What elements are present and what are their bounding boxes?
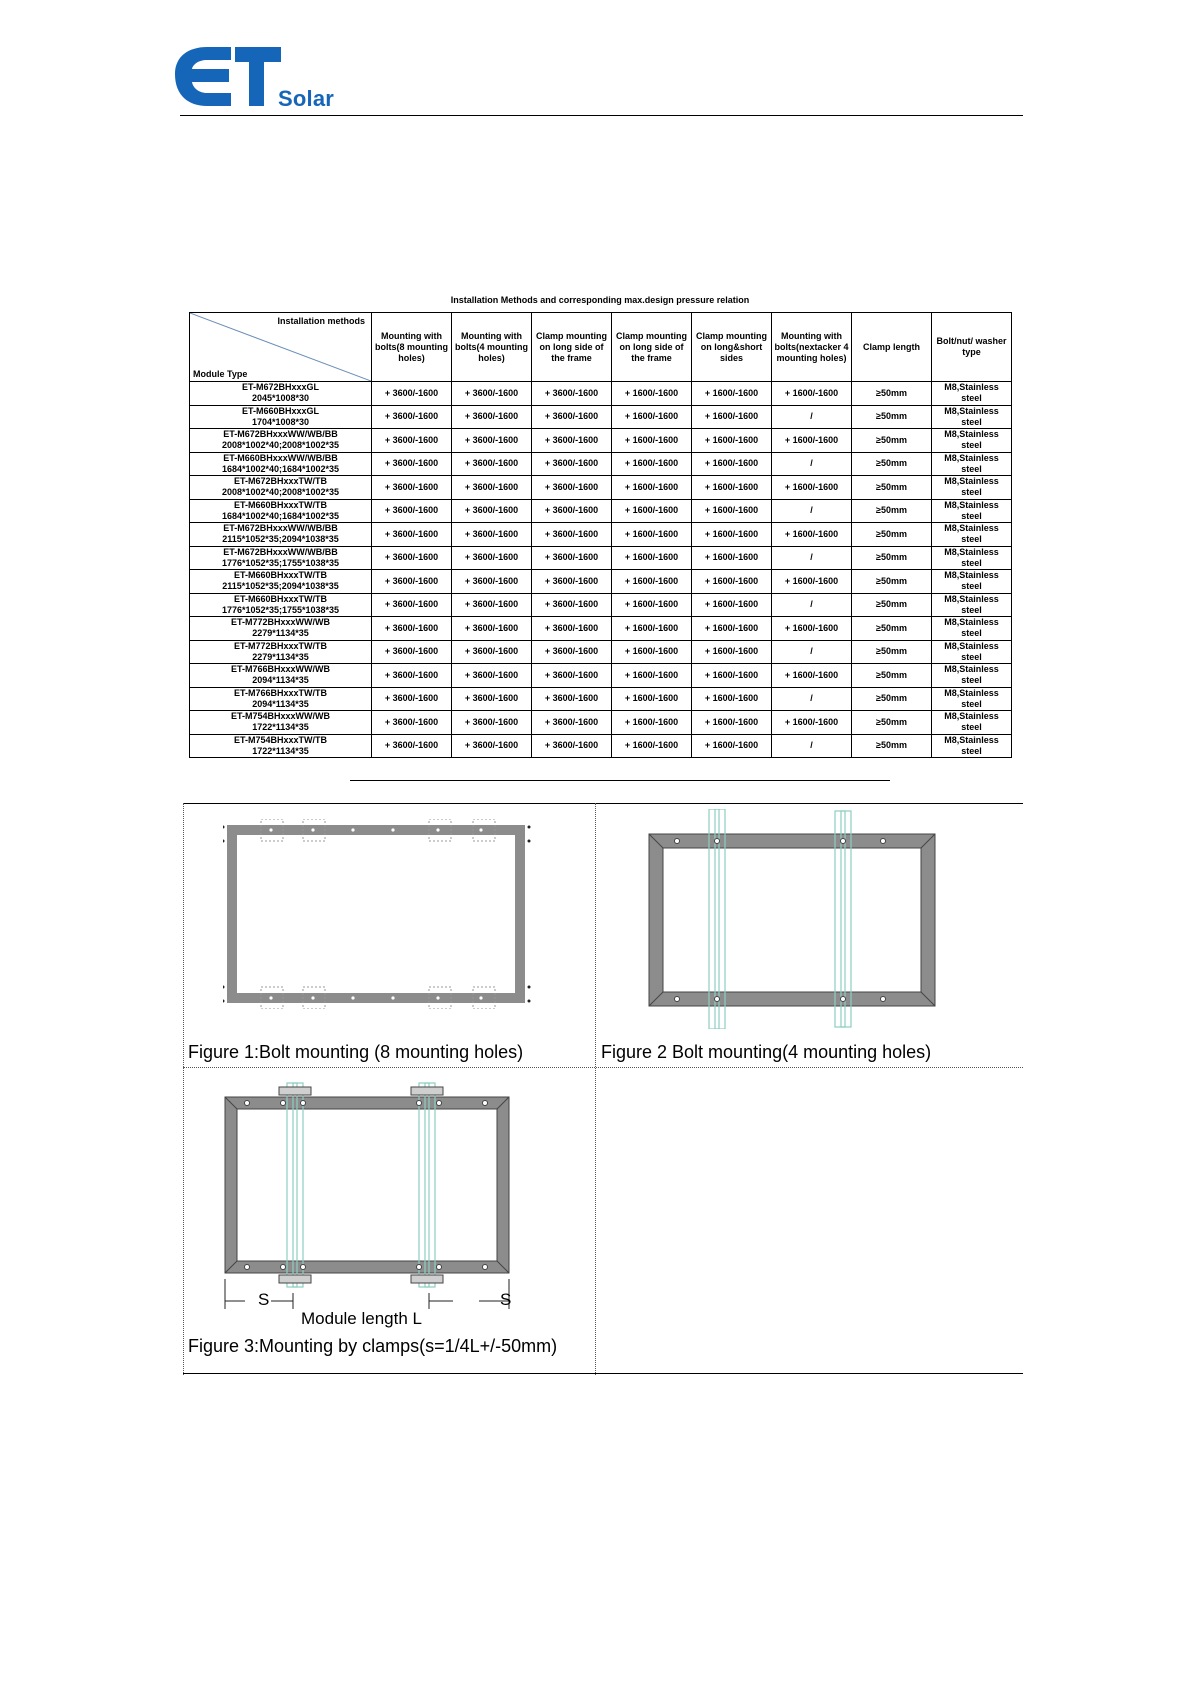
- table-cell: + 3600/-1600: [452, 546, 532, 570]
- table-cell: ≥50mm: [852, 687, 932, 711]
- table-cell: M8,Stainless steel: [932, 546, 1012, 570]
- table-row: [190, 452, 1012, 476]
- figures-grid: [183, 803, 1023, 1375]
- table-row: [190, 640, 1012, 664]
- table-cell: + 3600/-1600: [532, 664, 612, 688]
- table-header-row: [190, 313, 1012, 382]
- table-cell: + 1600/-1600: [612, 640, 692, 664]
- table-cell: M8,Stainless steel: [932, 382, 1012, 406]
- table-cell: + 3600/-1600: [372, 711, 452, 735]
- table-row: [190, 499, 1012, 523]
- table-cell: + 1600/-1600: [692, 687, 772, 711]
- table-cell: M8,Stainless steel: [932, 429, 1012, 453]
- table-cell: + 1600/-1600: [692, 664, 772, 688]
- table-cell: + 3600/-1600: [532, 523, 612, 547]
- table-cell: + 3600/-1600: [372, 499, 452, 523]
- module-model: ET-M754BHxxxTW/TB: [233, 734, 328, 745]
- table-cell: + 1600/-1600: [612, 664, 692, 688]
- module-model: ET-M660BHxxxWW/WB/BB: [223, 452, 338, 463]
- table-cell: + 1600/-1600: [612, 734, 692, 758]
- et-solar-logo: [173, 44, 353, 114]
- table-cell: M8,Stainless steel: [932, 617, 1012, 641]
- table-cell: + 1600/-1600: [692, 499, 772, 523]
- module-model: ET-M660BHxxxTW/TB: [233, 499, 328, 510]
- table-cell: + 1600/-1600: [612, 476, 692, 500]
- module-type-cell: [190, 640, 372, 664]
- figure-3-caption: Figure 3:Mounting by clamps(s=1/4L+/-50mm): [188, 1336, 558, 1356]
- table-cell: + 1600/-1600: [612, 687, 692, 711]
- figure-1-caption: Figure 1:Bolt mounting (8 mounting holes): [188, 1042, 524, 1062]
- table-cell: + 1600/-1600: [612, 429, 692, 453]
- table-cell: + 3600/-1600: [372, 405, 452, 429]
- table-cell: + 1600/-1600: [612, 593, 692, 617]
- figure-1-bolt-mounting-8-holes: [223, 819, 543, 1009]
- table-cell: + 3600/-1600: [372, 593, 452, 617]
- table-cell: ≥50mm: [852, 640, 932, 664]
- column-header: Bolt/nut/ washer type: [932, 313, 1012, 382]
- table-cell: + 3600/-1600: [372, 523, 452, 547]
- corner-bottom-label: Module Type: [193, 369, 248, 379]
- corner-top-label: Installation methods: [277, 316, 365, 326]
- table-cell: + 3600/-1600: [532, 734, 612, 758]
- table-cell: + 3600/-1600: [452, 429, 532, 453]
- table-cell: M8,Stainless steel: [932, 523, 1012, 547]
- table-cell: + 1600/-1600: [692, 546, 772, 570]
- module-type-cell: [190, 476, 372, 500]
- table-cell: + 3600/-1600: [532, 429, 612, 453]
- table-cell: + 1600/-1600: [772, 570, 852, 594]
- table-cell: + 1600/-1600: [612, 405, 692, 429]
- table-row: [190, 476, 1012, 500]
- fig3-s-right-label: S: [500, 1290, 512, 1309]
- table-cell: + 3600/-1600: [372, 382, 452, 406]
- table-cell: + 1600/-1600: [692, 570, 772, 594]
- table-row: [190, 593, 1012, 617]
- table-row: [190, 429, 1012, 453]
- table-cell: + 3600/-1600: [532, 687, 612, 711]
- et-logo-icon: [173, 44, 283, 110]
- module-type-cell: [190, 382, 372, 406]
- table-cell: ≥50mm: [852, 664, 932, 688]
- table-cell: + 1600/-1600: [612, 546, 692, 570]
- table-cell: ≥50mm: [852, 405, 932, 429]
- table-cell: + 1600/-1600: [692, 382, 772, 406]
- table-cell: + 1600/-1600: [612, 382, 692, 406]
- table-cell: ≥50mm: [852, 499, 932, 523]
- table-cell: M8,Stainless steel: [932, 570, 1012, 594]
- grid-top-rule: [183, 803, 1023, 804]
- table-row: [190, 570, 1012, 594]
- table-cell: + 1600/-1600: [692, 452, 772, 476]
- module-type-cell: [190, 664, 372, 688]
- module-dimensions: 1776*1052*35;1755*1038*35: [221, 557, 340, 568]
- table-cell: + 3600/-1600: [532, 382, 612, 406]
- table-cell: /: [772, 499, 852, 523]
- table-cell: + 3600/-1600: [532, 617, 612, 641]
- table-cell: /: [772, 734, 852, 758]
- table-cell: + 1600/-1600: [692, 523, 772, 547]
- table-cell: + 3600/-1600: [452, 617, 532, 641]
- table-cell: M8,Stainless steel: [932, 476, 1012, 500]
- column-header: Clamp mounting on long side of the frame: [532, 313, 612, 382]
- table-cell: ≥50mm: [852, 617, 932, 641]
- table-cell: + 1600/-1600: [772, 382, 852, 406]
- table-underline: [350, 780, 890, 781]
- module-type-cell: [190, 570, 372, 594]
- table-cell: + 3600/-1600: [532, 640, 612, 664]
- table-cell: + 3600/-1600: [372, 452, 452, 476]
- grid-bottom-rule: [183, 1373, 1023, 1374]
- module-model: ET-M660BHxxxTW/TB: [233, 570, 328, 581]
- table-cell: + 3600/-1600: [452, 476, 532, 500]
- brand-text: Solar: [278, 86, 335, 111]
- table-cell: + 1600/-1600: [772, 711, 852, 735]
- column-header: Mounting with bolts(8 mounting holes): [372, 313, 452, 382]
- table-cell: + 3600/-1600: [372, 664, 452, 688]
- table-cell: + 3600/-1600: [372, 546, 452, 570]
- table-cell: M8,Stainless steel: [932, 734, 1012, 758]
- module-dimensions: 1722*1134*35: [252, 722, 309, 733]
- table-cell: + 3600/-1600: [372, 687, 452, 711]
- table-cell: ≥50mm: [852, 476, 932, 500]
- module-dimensions: 2115*1052*35;2094*1038*35: [222, 534, 339, 545]
- table-cell: + 3600/-1600: [532, 499, 612, 523]
- table-cell: + 3600/-1600: [372, 617, 452, 641]
- module-dimensions: 2279*1134*35: [252, 628, 309, 639]
- module-model: ET-M672BHxxxWW/WB/BB: [223, 429, 338, 440]
- module-model: ET-M672BHxxxWW/WB/BB: [223, 523, 338, 534]
- grid-left-rule: [183, 803, 184, 1375]
- module-type-cell: [190, 523, 372, 547]
- table-cell: ≥50mm: [852, 523, 932, 547]
- table-cell: + 3600/-1600: [372, 476, 452, 500]
- figure-2-bolt-mounting-4-holes: [643, 809, 943, 1029]
- table-row: [190, 382, 1012, 406]
- table-cell: + 3600/-1600: [532, 711, 612, 735]
- table-cell: + 1600/-1600: [692, 476, 772, 500]
- table-cell: + 3600/-1600: [452, 711, 532, 735]
- module-dimensions: 1722*1134*35: [252, 745, 309, 756]
- table-cell: M8,Stainless steel: [932, 593, 1012, 617]
- table-cell: M8,Stainless steel: [932, 711, 1012, 735]
- header-divider: [180, 115, 1023, 116]
- table-cell: + 3600/-1600: [532, 546, 612, 570]
- table-cell: ≥50mm: [852, 429, 932, 453]
- module-dimensions: 1684*1002*40;1684*1002*35: [221, 463, 340, 474]
- table-row: [190, 734, 1012, 758]
- module-dimensions: 2008*1002*40;2008*1002*35: [221, 440, 340, 451]
- module-dimensions: 1776*1052*35;1755*1038*35: [221, 604, 340, 615]
- table-cell: + 3600/-1600: [452, 499, 532, 523]
- module-dimensions: 2008*1002*40;2008*1002*35: [221, 487, 340, 498]
- table-cell: M8,Stainless steel: [932, 499, 1012, 523]
- module-dimensions: 1684*1002*40;1684*1002*35: [221, 510, 340, 521]
- table-cell: + 3600/-1600: [452, 664, 532, 688]
- table-cell: + 3600/-1600: [452, 687, 532, 711]
- table-cell: ≥50mm: [852, 452, 932, 476]
- module-model: ET-M672BHxxxTW/TB: [233, 476, 328, 487]
- module-type-cell: [190, 734, 372, 758]
- table-cell: M8,Stainless steel: [932, 687, 1012, 711]
- table-cell: + 3600/-1600: [452, 452, 532, 476]
- figure-3-clamp-mounting: [223, 1079, 533, 1319]
- table-cell: + 1600/-1600: [772, 429, 852, 453]
- figure-2-caption: Figure 2 Bolt mounting(4 mounting holes): [601, 1042, 932, 1062]
- table-cell: + 3600/-1600: [452, 405, 532, 429]
- module-dimensions: 2094*1134*35: [252, 675, 309, 686]
- table-cell: + 1600/-1600: [612, 452, 692, 476]
- installation-methods-table: [189, 312, 1012, 758]
- module-dimensions: 2094*1134*35: [252, 698, 309, 709]
- table-cell: ≥50mm: [852, 711, 932, 735]
- module-model: ET-M660BHxxxTW/TB: [233, 593, 328, 604]
- table-cell: M8,Stainless steel: [932, 664, 1012, 688]
- corner-header: [190, 313, 372, 382]
- table-cell: + 3600/-1600: [372, 570, 452, 594]
- module-model: ET-M766BHxxxTW/TB: [233, 687, 328, 698]
- module-dimensions: 1704*1008*30: [251, 416, 310, 427]
- module-dimensions: 2279*1134*35: [252, 651, 309, 662]
- table-cell: + 1600/-1600: [772, 476, 852, 500]
- table-row: [190, 405, 1012, 429]
- table-row: [190, 711, 1012, 735]
- table-cell: /: [772, 687, 852, 711]
- fig3-module-length-label: Module length L: [301, 1309, 422, 1328]
- table-cell: + 1600/-1600: [692, 617, 772, 641]
- table-cell: + 1600/-1600: [612, 523, 692, 547]
- table-cell: M8,Stainless steel: [932, 405, 1012, 429]
- grid-middle-rule: [183, 1067, 1023, 1068]
- table-cell: ≥50mm: [852, 570, 932, 594]
- module-type-cell: [190, 687, 372, 711]
- grid-center-rule: [595, 803, 596, 1375]
- module-type-cell: [190, 593, 372, 617]
- module-type-cell: [190, 452, 372, 476]
- table-cell: M8,Stainless steel: [932, 452, 1012, 476]
- module-type-cell: [190, 405, 372, 429]
- table-cell: + 3600/-1600: [372, 429, 452, 453]
- column-header: Clamp mounting on long&short sides: [692, 313, 772, 382]
- table-row: [190, 687, 1012, 711]
- table-cell: + 1600/-1600: [692, 429, 772, 453]
- table-cell: + 1600/-1600: [772, 523, 852, 547]
- column-header: Clamp mounting on long side of the frame: [612, 313, 692, 382]
- table-row: [190, 664, 1012, 688]
- table-cell: + 1600/-1600: [772, 664, 852, 688]
- module-type-cell: [190, 617, 372, 641]
- table-cell: + 1600/-1600: [612, 711, 692, 735]
- table-cell: + 3600/-1600: [452, 640, 532, 664]
- table-cell: + 1600/-1600: [612, 617, 692, 641]
- fig3-s-left-label: S: [258, 1290, 270, 1309]
- table-cell: + 1600/-1600: [772, 617, 852, 641]
- module-type-cell: [190, 711, 372, 735]
- table-title: Installation Methods and corresponding max.design pressure relation: [450, 295, 750, 305]
- module-model: ET-M660BHxxxGL: [241, 405, 320, 416]
- table-cell: + 3600/-1600: [452, 382, 532, 406]
- table-cell: + 1600/-1600: [692, 405, 772, 429]
- table-cell: /: [772, 546, 852, 570]
- table-cell: + 1600/-1600: [692, 593, 772, 617]
- column-header: Mounting with bolts(4 mounting holes): [452, 313, 532, 382]
- table-cell: ≥50mm: [852, 382, 932, 406]
- table-cell: M8,Stainless steel: [932, 640, 1012, 664]
- table-cell: ≥50mm: [852, 734, 932, 758]
- table-cell: /: [772, 593, 852, 617]
- table-cell: + 3600/-1600: [452, 570, 532, 594]
- module-model: ET-M754BHxxxWW/WB: [230, 711, 330, 722]
- column-header: Clamp length: [852, 313, 932, 382]
- table-row: [190, 546, 1012, 570]
- table-cell: ≥50mm: [852, 593, 932, 617]
- table-row: [190, 523, 1012, 547]
- module-model: ET-M672BHxxxWW/WB/BB: [223, 546, 338, 557]
- table-cell: + 1600/-1600: [692, 734, 772, 758]
- table-cell: + 3600/-1600: [532, 570, 612, 594]
- module-dimensions: 2115*1052*35;2094*1038*35: [222, 581, 339, 592]
- table-cell: + 3600/-1600: [532, 593, 612, 617]
- table-cell: + 3600/-1600: [452, 593, 532, 617]
- table-cell: + 3600/-1600: [452, 734, 532, 758]
- table-cell: + 1600/-1600: [692, 640, 772, 664]
- module-type-cell: [190, 429, 372, 453]
- table-cell: + 3600/-1600: [532, 405, 612, 429]
- table-cell: + 3600/-1600: [372, 734, 452, 758]
- table-cell: + 1600/-1600: [692, 711, 772, 735]
- table-cell: + 1600/-1600: [612, 570, 692, 594]
- table-cell: + 3600/-1600: [372, 640, 452, 664]
- module-type-cell: [190, 546, 372, 570]
- table-cell: + 3600/-1600: [532, 452, 612, 476]
- table-row: [190, 617, 1012, 641]
- module-model: ET-M772BHxxxWW/WB: [230, 617, 330, 628]
- module-type-cell: [190, 499, 372, 523]
- table-cell: + 3600/-1600: [452, 523, 532, 547]
- table-cell: /: [772, 452, 852, 476]
- module-model: ET-M672BHxxxGL: [241, 382, 320, 393]
- table-cell: ≥50mm: [852, 546, 932, 570]
- module-model: ET-M772BHxxxTW/TB: [233, 640, 328, 651]
- module-dimensions: 2045*1008*30: [251, 393, 310, 404]
- column-header: Mounting with bolts(nextacker 4 mounting holes): [772, 313, 852, 382]
- module-model: ET-M766BHxxxWW/WB: [230, 664, 330, 675]
- table-cell: /: [772, 640, 852, 664]
- table-cell: /: [772, 405, 852, 429]
- table-cell: + 3600/-1600: [532, 476, 612, 500]
- table-cell: + 1600/-1600: [612, 499, 692, 523]
